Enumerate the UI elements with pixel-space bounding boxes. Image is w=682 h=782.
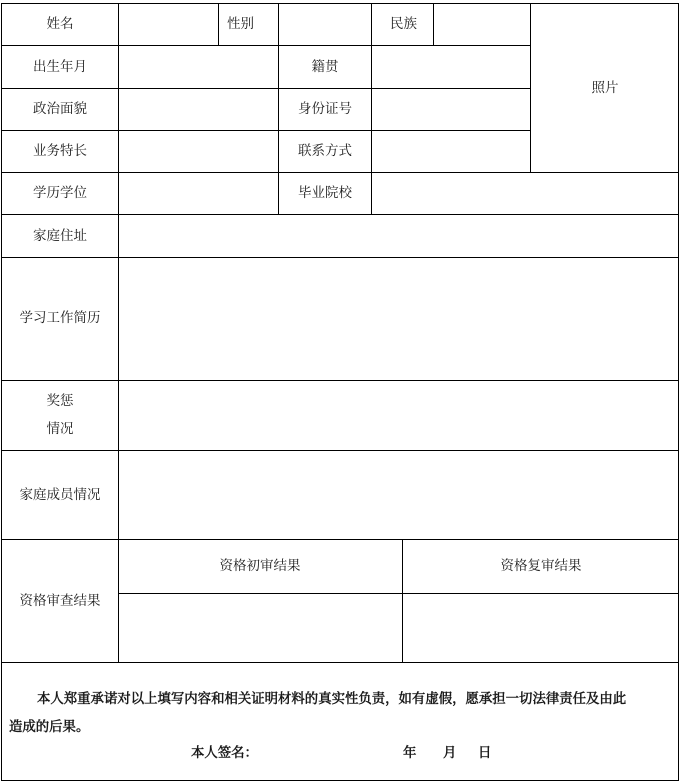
column-divider: [218, 3, 219, 46]
specialty-label: 业务特长: [33, 143, 87, 159]
political-status-field[interactable]: [119, 89, 278, 130]
row-divider: [1, 662, 679, 663]
review-label: 资格审查结果: [19, 593, 101, 609]
contact-label: 联系方式: [298, 143, 352, 159]
photo-field[interactable]: [531, 4, 678, 172]
ethnicity-field[interactable]: [434, 4, 530, 45]
ethnicity-label: 民族: [390, 16, 417, 32]
initial-review-label: 资格初审结果: [219, 558, 301, 574]
second-review-field[interactable]: [403, 594, 678, 662]
contact-field[interactable]: [372, 131, 530, 172]
awards-label: [47, 387, 74, 443]
pledge-line-2: 造成的后果。: [9, 719, 90, 735]
year-label: 年: [403, 745, 417, 761]
graduate-school-label: 毕业院校: [298, 185, 352, 201]
native-place-field[interactable]: [372, 46, 530, 88]
pledge-statement: [9, 685, 657, 741]
graduate-school-field[interactable]: [372, 173, 678, 214]
id-number-label: 身份证号: [298, 101, 352, 117]
home-address-field[interactable]: [119, 215, 678, 257]
table-border-right: [678, 3, 679, 781]
specialty-field[interactable]: [119, 131, 278, 172]
home-address-label: 家庭住址: [33, 228, 87, 244]
signature-field[interactable]: [263, 737, 393, 763]
political-status-label: 政治面貌: [33, 101, 87, 117]
table-border-bottom: [1, 780, 679, 781]
table-border-left: [1, 3, 2, 781]
registration-form-table: [1, 3, 679, 781]
education-label: 学历学位: [33, 185, 87, 201]
pledge-line-1: 本人郑重承诺对以上填写内容和相关证明材料的真实性负责，如有虚假，愿承担一切法律责任及由此: [37, 691, 627, 707]
signature-label: 本人签名：: [191, 745, 258, 761]
resume-field[interactable]: [119, 258, 678, 380]
resume-label: 学习工作简历: [19, 310, 101, 326]
awards-label-line1: 奖惩: [46, 393, 74, 409]
name-field[interactable]: [119, 4, 218, 45]
initial-review-field[interactable]: [119, 594, 402, 662]
gender-field[interactable]: [279, 4, 371, 45]
family-label: 家庭成员情况: [19, 487, 101, 503]
name-label: 姓名: [46, 16, 74, 32]
awards-field[interactable]: [119, 381, 678, 450]
month-label: 月: [443, 745, 457, 761]
row-divider: [1, 539, 679, 540]
gender-label: 性别: [227, 16, 254, 32]
birth-label: 出生年月: [33, 59, 87, 75]
id-number-field[interactable]: [372, 89, 530, 130]
family-field[interactable]: [119, 451, 678, 539]
native-place-label: 籍贯: [311, 59, 339, 75]
second-review-label: 资格复审结果: [500, 558, 582, 574]
education-field[interactable]: [119, 173, 278, 214]
awards-label-line2: 情况: [46, 421, 74, 437]
day-label: 日: [478, 745, 492, 761]
birth-field[interactable]: [119, 46, 278, 88]
photo-label: 照片: [591, 80, 619, 96]
